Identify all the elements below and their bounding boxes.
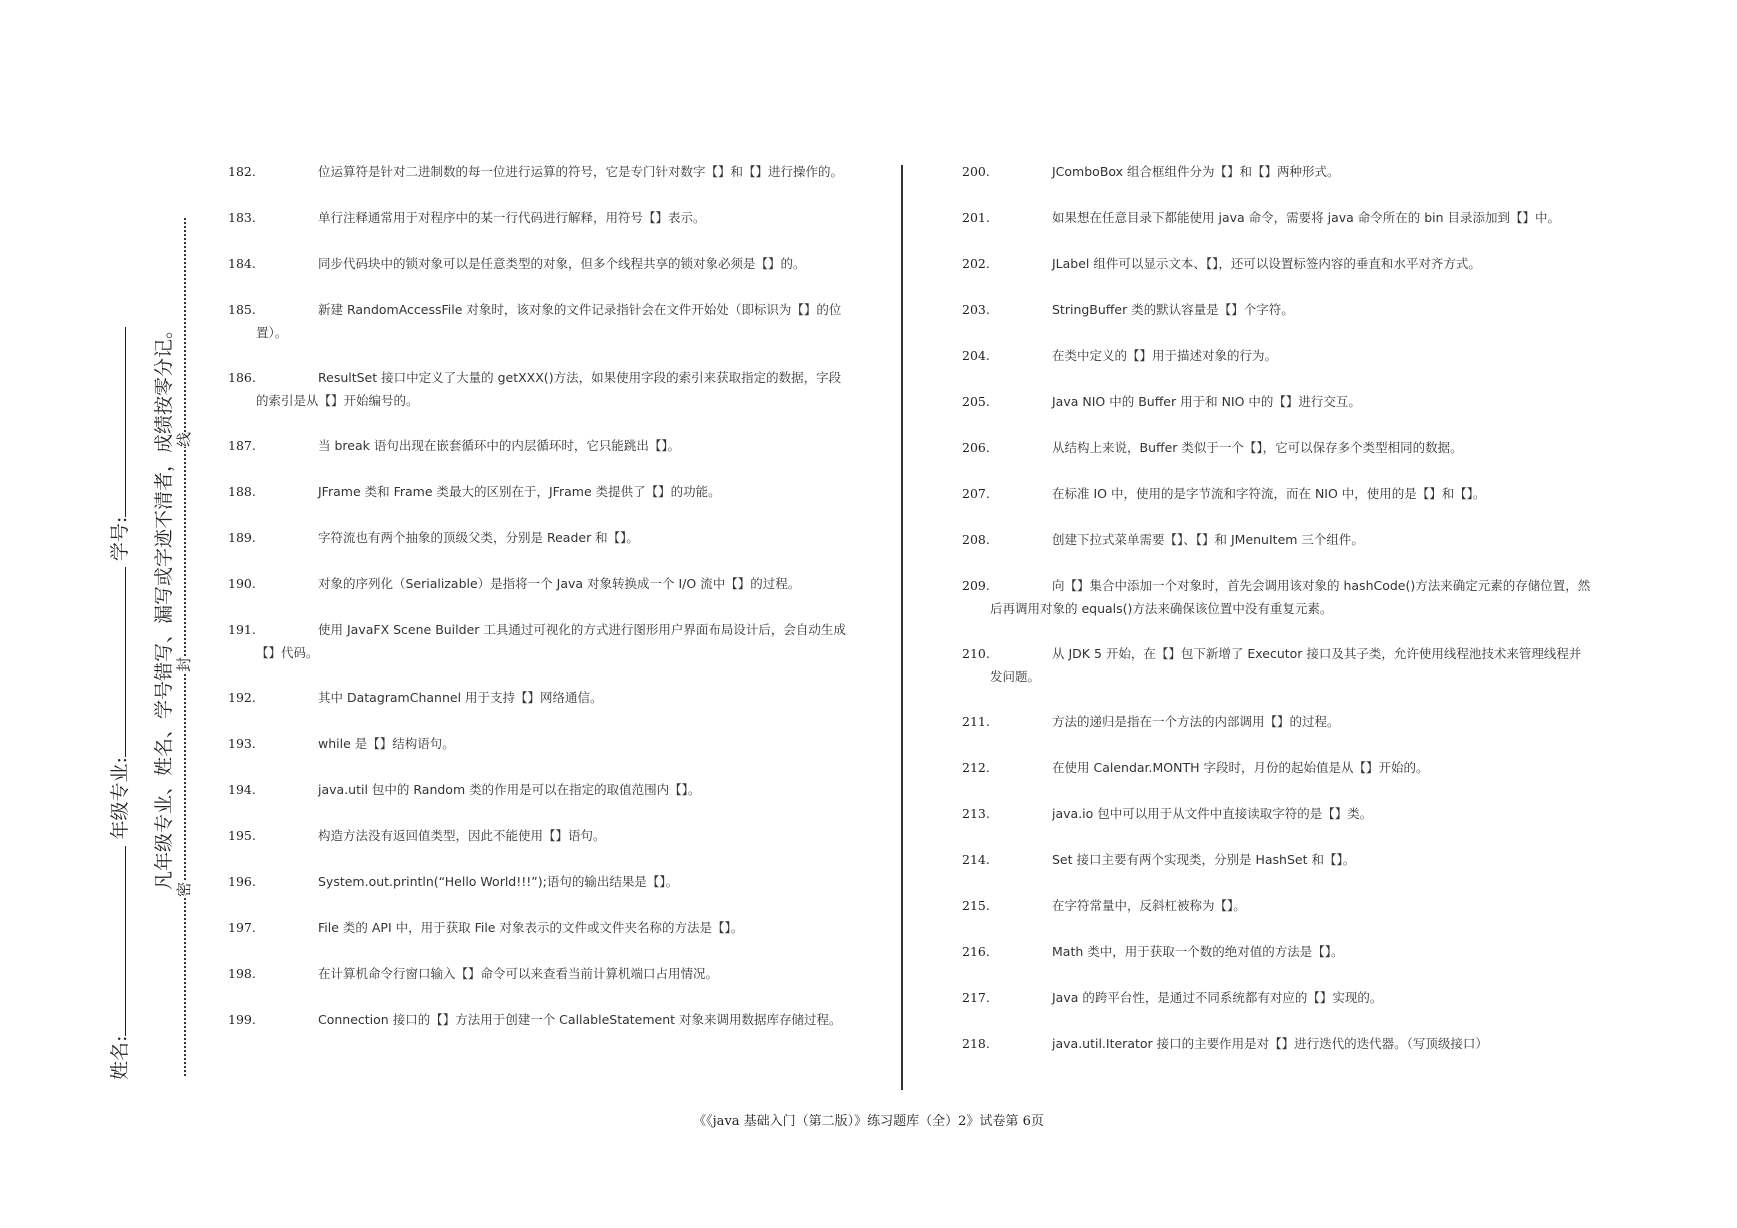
- question-item: 208. 创建下拉式菜单需要【】、【】和 JMenuItem 三个组件。: [962, 532, 1364, 547]
- question-item: 199. Connection 接口的【】方法用于创建一个 CallableStatement 对象来调用数据库存储过程。: [228, 1012, 842, 1027]
- question-item: 211. 方法的递归是指在一个方法的内部调用【】的过程。: [962, 714, 1340, 729]
- name-field: [125, 846, 126, 1036]
- question-item: 213. java.io 包中可以用于从文件中直接读取字符的是【】类。: [962, 806, 1373, 821]
- question-item: 192. 其中 DatagramChannel 用于支持【】网络通信。: [228, 690, 603, 705]
- question-item: 189. 字符流也有两个抽象的顶级父类，分别是 Reader 和【】。: [228, 530, 639, 545]
- question-item: 182. 位运算符是针对二进制数的每一位进行运算的符号，它是专门针对数字【】和【】进行操作的。: [228, 164, 844, 179]
- question-item: 212. 在使用 Calendar.MONTH 字段时，月份的起始值是从【】开始的。: [962, 760, 1429, 775]
- question-item: 195. 构造方法没有返回值类型，因此不能使用【】语句。: [228, 828, 606, 843]
- question-item: 184. 同步代码块中的锁对象可以是任意类型的对象，但多个线程共享的锁对象必须是【】的。: [228, 256, 806, 271]
- question-item: 188. JFrame 类和 Frame 类最大的区别在于，JFrame 类提供了【】的功能。: [228, 484, 721, 499]
- seal-mi: 密: [175, 881, 194, 898]
- question-item: 217. Java 的跨平台性，是通过不同系统都有对应的【】实现的。: [962, 990, 1383, 1005]
- question-item: 200. JComboBox 组合框组件分为【】和【】两种形式。: [962, 164, 1340, 179]
- binding-margin: [105, 190, 205, 1080]
- seal-feng: 封: [175, 656, 194, 673]
- question-item: 185. 新建 RandomAccessFile 对象时，该对象的文件记录指针会在文件开始处（即标识为【】的位置）。: [228, 302, 842, 340]
- seal-xian: 线: [175, 431, 194, 448]
- page-footer: 《《java 基础入门（第二版）》练习题库（全）2》试卷第 6页: [693, 1114, 1044, 1129]
- seal-dotted-line: [184, 218, 186, 1076]
- major-label: 年级专业:: [109, 757, 131, 840]
- question-item: 216. Math 类中，用于获取一个数的绝对值的方法是【】。: [962, 944, 1344, 959]
- question-item: 209. 向【】集合中添加一个对象时，首先会调用该对象的 hashCode()方法来确定元素的存储位置，然后再调用对象的 equals()方法来确保该位置中没有重复元素。: [962, 578, 1591, 616]
- question-item: 183. 单行注释通常用于对程序中的某一行代码进行解释，用符号【】表示。: [228, 210, 706, 225]
- student-id-label: 学号:: [109, 516, 131, 562]
- question-item: 187. 当 break 语句出现在嵌套循环中的内层循环时，它只能跳出【】。: [228, 438, 681, 453]
- major-field: [125, 567, 126, 757]
- question-item: 203. StringBuffer 类的默认容量是【】个字符。: [962, 302, 1294, 317]
- question-item: 215. 在字符常量中，反斜杠被称为【】。: [962, 898, 1246, 913]
- question-item: 191. 使用 JavaFX Scene Builder 工具通过可视化的方式进行图形用户界面布局设计后，会自动生成【】代码。: [228, 622, 846, 660]
- student-info-fields: [105, 327, 132, 1080]
- binding-notice: 凡年级专业、姓名、学号错写、漏写或字迹不清者，成绩按零分记。: [153, 319, 175, 890]
- student-id-field: [125, 327, 126, 517]
- question-item: 214. Set 接口主要有两个实现类，分别是 HashSet 和【】。: [962, 852, 1356, 867]
- question-item: 205. Java NIO 中的 Buffer 用于和 NIO 中的【】进行交互。: [962, 394, 1361, 409]
- question-item: 198. 在计算机命令行窗口输入【】命令可以来查看当前计算机端口占用情况。: [228, 966, 719, 981]
- question-item: 202. JLabel 组件可以显示文本、【】，还可以设置标签内容的垂直和水平对齐方式。: [962, 256, 1481, 271]
- column-divider: [901, 165, 903, 1090]
- question-item: 196. System.out.println(“Hello World!!!”);语句的输出结果是【】。: [228, 874, 679, 889]
- name-label: 姓名:: [109, 1035, 131, 1080]
- question-item: 197. File 类的 API 中，用于获取 File 对象表示的文件或文件夹名称的方法是【】。: [228, 920, 744, 935]
- question-item: 194. java.util 包中的 Random 类的作用是可以在指定的取值范围内【】。: [228, 782, 701, 797]
- question-item: 218. java.util.Iterator 接口的主要作用是对【】进行迭代的迭代器。（写顶级接口）: [962, 1036, 1488, 1051]
- question-item: 206. 从结构上来说，Buffer 类似于一个【】，它可以保存多个类型相同的数据。: [962, 440, 1463, 455]
- question-item: 186. ResultSet 接口中定义了大量的 getXXX()方法，如果使用字段的索引来获取指定的数据，字段的索引是从【】开始编号的。: [228, 370, 842, 408]
- question-item: 201. 如果想在任意目录下都能使用 java 命令，需要将 java 命令所在的 bin 目录添加到【】中。: [962, 210, 1561, 225]
- question-item: 210. 从 JDK 5 开始，在【】包下新增了 Executor 接口及其子类，允许使用线程池技术来管理线程并发问题。: [962, 646, 1582, 684]
- question-item: 190. 对象的序列化（Serializable）是指将一个 Java 对象转换成一个 I/O 流中【】的过程。: [228, 576, 801, 591]
- question-item: 193. while 是【】结构语句。: [228, 736, 455, 751]
- question-item: 204. 在类中定义的【】用于描述对象的行为。: [962, 348, 1278, 363]
- question-item: 207. 在标准 IO 中，使用的是字节流和字符流，而在 NIO 中，使用的是【】和【】。: [962, 486, 1486, 501]
